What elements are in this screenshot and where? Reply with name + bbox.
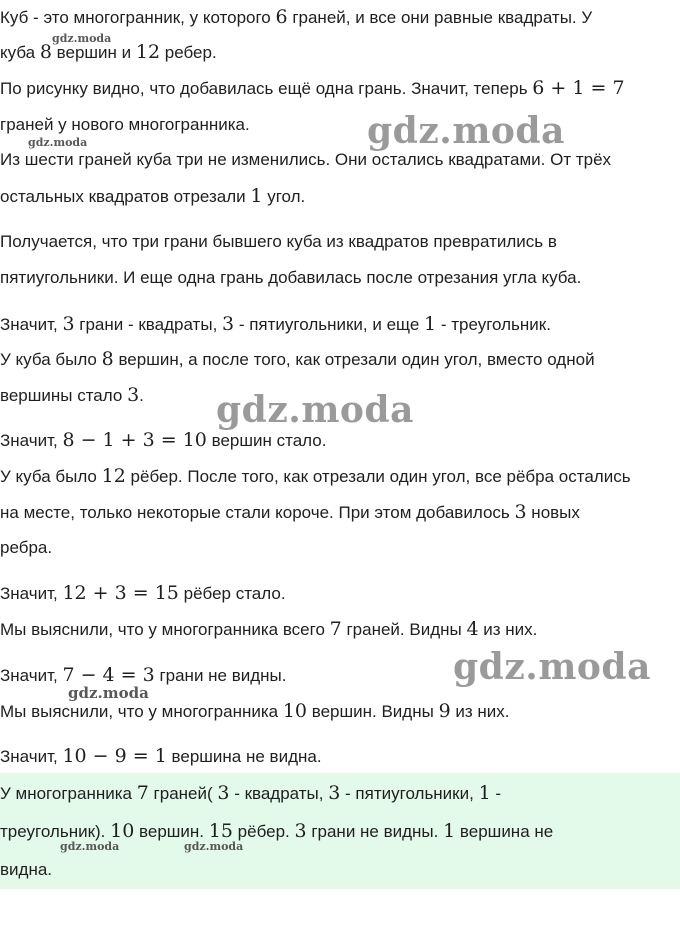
math-expression: 3 — [62, 313, 75, 335]
text-fragment: рёбер стало. — [178, 584, 286, 603]
text-line — [0, 224, 680, 260]
math-expression: 7 − 4 = 3 — [62, 664, 155, 686]
math-expression: 8 − 1 + 3 = 10 — [62, 429, 207, 451]
text-fragment: Значит, — [0, 431, 63, 450]
math-expression: 9 — [438, 700, 451, 722]
text-fragment: из них. — [450, 702, 510, 721]
text-line — [0, 657, 680, 694]
math-expression: 8 — [101, 348, 114, 370]
watermark: gdz.moda — [184, 840, 244, 853]
text-line — [0, 494, 680, 531]
watermark: gdz.moda — [60, 840, 120, 853]
math-expression: 10 — [110, 820, 135, 842]
text-line — [0, 70, 680, 107]
text-fragment: - треугольник. — [436, 315, 551, 334]
math-expression: 12 + 3 = 15 — [62, 582, 179, 604]
text-line — [0, 738, 680, 775]
text-line — [0, 306, 680, 343]
math-expression: 3 — [217, 782, 230, 804]
math-expression: 1 — [424, 313, 437, 335]
text-line — [0, 377, 680, 414]
text-fragment: - пятиугольники, — [340, 784, 479, 803]
text-fragment: рёбер. После того, как отрезали один угол, все рёбра остались — [125, 467, 631, 486]
watermark: gdz.moda — [68, 684, 149, 702]
text-fragment: - квадраты, — [229, 784, 329, 803]
text-line — [0, 0, 680, 36]
text-line — [0, 34, 680, 71]
text-fragment: куба — [0, 43, 40, 62]
text-fragment: У куба было — [0, 467, 102, 486]
math-expression: 6 + 1 = 7 — [532, 77, 625, 99]
math-expression: 6 — [275, 6, 288, 28]
watermark: gdz.moda — [52, 32, 112, 45]
text-fragment: вершин. Видны — [307, 702, 439, 721]
text-fragment: вершин стало. — [206, 431, 327, 450]
math-expression: 1 — [250, 185, 263, 207]
math-expression: 7 — [136, 782, 149, 804]
math-expression: 10 — [282, 700, 308, 722]
text-fragment: новых — [526, 503, 580, 522]
text-fragment: рёбер. — [232, 822, 295, 841]
math-expression: 10 − 9 = 1 — [62, 745, 167, 767]
text-fragment: Значит, — [0, 315, 63, 334]
text-fragment: Получается, что три грани бывшего куба из квадратов превратились в — [0, 232, 557, 251]
text-line — [0, 611, 680, 648]
text-fragment: вершина не — [455, 822, 554, 841]
math-expression: 12 — [101, 465, 126, 487]
text-fragment: на месте, только некоторые стали короче. При этом добавилось — [0, 503, 515, 522]
text-line — [0, 775, 680, 812]
text-fragment: вершин и — [51, 43, 136, 62]
text-fragment: - пятиугольники, и еще — [234, 315, 425, 334]
text-fragment: вершин. — [134, 822, 209, 841]
text-line — [0, 107, 680, 143]
text-line — [0, 575, 680, 612]
text-fragment: Мы выяснили, что у многогранника всего — [0, 620, 330, 639]
text-fragment: видна. — [0, 860, 53, 879]
math-expression: 4 — [466, 618, 479, 640]
text-fragment: грани не видны. — [306, 822, 444, 841]
text-fragment: - — [490, 784, 502, 803]
text-line — [0, 458, 680, 495]
text-fragment: Значит, — [0, 747, 63, 766]
math-expression: 8 — [39, 41, 52, 63]
text-line — [0, 341, 680, 378]
math-expression: 1 — [478, 782, 491, 804]
text-line — [0, 693, 680, 730]
text-fragment: Из шести граней куба три не изменились. Они остались квадратами. От трёх — [0, 150, 612, 169]
text-fragment: граней у нового многогранника. — [0, 115, 250, 134]
text-fragment: граней. Видны — [341, 620, 467, 639]
math-expression: 3 — [127, 384, 140, 406]
math-expression: 3 — [222, 313, 235, 335]
text-fragment: . — [139, 386, 144, 405]
text-line — [0, 530, 680, 566]
text-line — [0, 142, 680, 178]
text-fragment: вершины стало — [0, 386, 128, 405]
text-fragment: вершин, а после того, как отрезали один угол, вместо одной — [113, 350, 595, 369]
watermark: gdz.moda — [367, 110, 565, 152]
math-expression: 7 — [329, 618, 342, 640]
text-fragment: граней, и все они равные квадраты. У — [287, 8, 593, 27]
text-line — [0, 852, 680, 888]
text-fragment: Куб - это многогранник, у которого — [0, 8, 276, 27]
text-fragment: остальных квадратов отрезали — [0, 187, 251, 206]
text-fragment: вершина не видна. — [166, 747, 322, 766]
text-fragment: Значит, — [0, 666, 63, 685]
text-fragment: пятиугольники. И еще одна грань добавилась после отрезания угла куба. — [0, 268, 582, 287]
math-expression: 3 — [328, 782, 341, 804]
text-fragment: Мы выяснили, что у многогранника — [0, 702, 283, 721]
text-fragment: ребер. — [160, 43, 217, 62]
text-fragment: Значит, — [0, 584, 63, 603]
text-line — [0, 813, 680, 850]
text-fragment: ребра. — [0, 538, 53, 557]
watermark: gdz.moda — [453, 646, 651, 688]
text-line — [0, 422, 680, 459]
text-fragment: У многогранника — [0, 784, 137, 803]
math-expression: 12 — [135, 41, 161, 63]
math-expression: 15 — [208, 820, 233, 842]
text-fragment: граней( — [148, 784, 218, 803]
watermark: gdz.moda — [28, 136, 88, 149]
text-line — [0, 178, 680, 215]
text-fragment: угол. — [262, 187, 306, 206]
text-fragment: По рисунку видно, что добавилась ещё одна грань. Значит, теперь — [0, 79, 533, 98]
watermark: gdz.moda — [216, 389, 414, 431]
text-fragment: У куба было — [0, 350, 102, 369]
math-expression: 3 — [294, 820, 307, 842]
text-line — [0, 260, 680, 296]
math-expression: 3 — [514, 501, 527, 523]
text-fragment: треугольник). — [0, 822, 111, 841]
math-expression: 1 — [443, 820, 456, 842]
text-fragment: из них. — [478, 620, 538, 639]
text-fragment: грани не видны. — [154, 666, 287, 685]
text-fragment: грани - квадраты, — [74, 315, 223, 334]
